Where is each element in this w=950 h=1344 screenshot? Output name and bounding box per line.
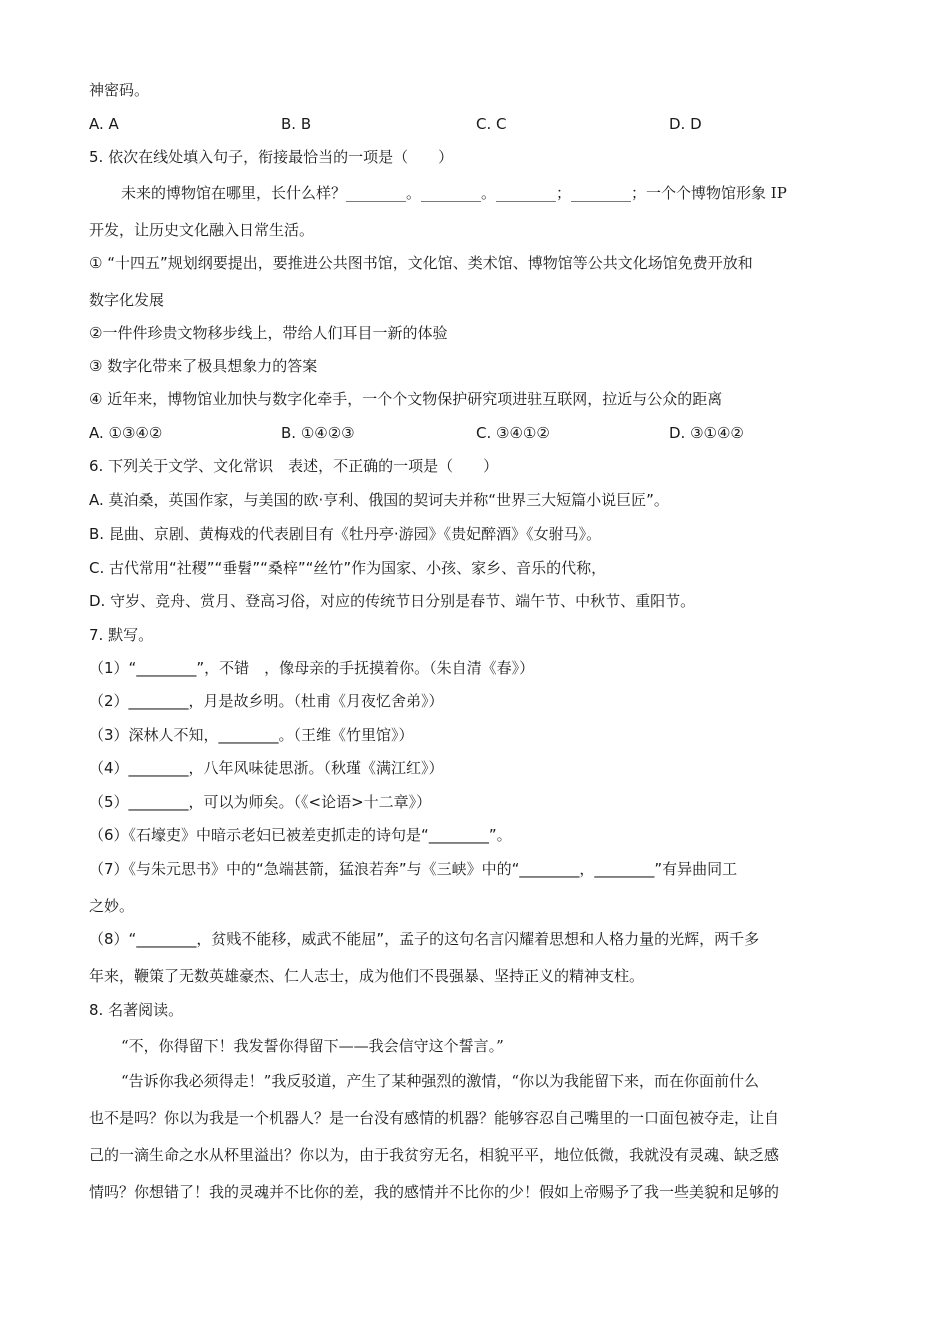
q7-item-6: （6）《石壕吏》中暗示老妇已被差吏抓走的诗句是“________”。 — [89, 826, 512, 844]
q7-item-8-cont: 年来，鞭策了无数英雄豪杰、仁人志士，成为他们不畏强暴、坚持正义的精神支柱。 — [89, 967, 645, 985]
q4-option-d: D. D — [669, 115, 702, 133]
q6-option-a: A. 莫泊桑，英国作家，与美国的欧·亨利、俄国的契诃夫并称“世界三大短篇小说巨匠”。 — [89, 491, 669, 509]
q8-passage-line-4: 己的一滴生命之水从杯里溢出？你以为，由于我贫穷无名，相貌平平，地位低微，我就没有灵魂、缺乏感 — [89, 1146, 780, 1164]
q7-item-8: （8）“________，贫贱不能移，威武不能屈”，孟子的这句名言闪耀着思想和人格力量的光辉，两千多 — [89, 930, 760, 948]
q5-item-1-cont: 数字化发展 — [89, 291, 165, 309]
q7-item-3: （3）深林人不知，________。（王维《竹里馆》） — [89, 726, 414, 744]
q5-option-d: D. ③①④② — [669, 424, 744, 442]
q8-passage-line-1: “不，你得留下！我发誓你得留下——我会信守这个誓言。” — [121, 1037, 504, 1055]
q7-stem: 7. 默写。 — [89, 626, 154, 644]
q8-passage-line-5: 情吗？你想错了！我的灵魂并不比你的差，我的感情并不比你的少！假如上帝赐予了我一些美貌和足够的 — [89, 1183, 780, 1201]
q6-option-b: B. 昆曲、京剧、黄梅戏的代表剧目有《牡丹亭·游园》《贵妃醉酒》《女驸马》。 — [89, 525, 602, 543]
q7-item-5: （5）________，可以为师矣。（《<论语>十二章》） — [89, 793, 432, 811]
q6-stem: 6. 下列关于文学、文化常识 表述，不正确的一项是（ ） — [89, 457, 499, 475]
q6-option-d: D. 守岁、竞舟、赏月、登高习俗，对应的传统节日分别是春节、端午节、中秋节、重阳节。 — [89, 592, 696, 610]
q7-item-1: （1）“________”，不错 ，像母亲的手抚摸着你。（朱自清《春》） — [89, 659, 535, 677]
continued-text-line: 神密码。 — [89, 81, 150, 99]
q7-item-7: （7）《与朱元思书》中的“急端甚箭，猛浪若奔”与《三峡》中的“________，________”有异曲同工 — [89, 860, 738, 878]
q5-item-4: ④ 近年来，博物馆业加快与数字化牵手，一个个文物保护研究项进驻互联网，拉近与公众的距离 — [89, 390, 723, 408]
q5-option-b: B. ①④②③ — [281, 424, 355, 442]
q8-passage-line-3: 也不是吗？你以为我是一个机器人？是一台没有感情的机器？能够容忍自己嘴里的一口面包被夺走，让自 — [89, 1109, 780, 1127]
q8-passage-line-2: “告诉你我必须得走！”我反驳道，产生了某种强烈的激情，“你以为我能留下来，而在你面前什么 — [121, 1072, 760, 1090]
q4-option-a: A. A — [89, 115, 119, 133]
q7-item-7-cont: 之妙。 — [89, 897, 135, 915]
q5-item-2: ②一件件珍贵文物移步线上，带给人们耳目一新的体验 — [89, 324, 448, 342]
q7-item-4: （4）________，八年风味徒思浙。（秋瑾《满江红》） — [89, 759, 444, 777]
q7-item-2: （2）________，月是故乡明。（杜甫《月夜忆舍弟》） — [89, 692, 444, 710]
q5-item-3: ③ 数字化带来了极具想象力的答案 — [89, 357, 318, 375]
q5-passage-line-1: 未来的博物馆在哪里，长什么样？________。________。________；________；一个个博物馆形象 IP — [121, 184, 787, 202]
q8-stem: 8. 名著阅读。 — [89, 1001, 184, 1019]
q4-option-c: C. C — [476, 115, 507, 133]
q5-item-1: ① “十四五”规划纲要提出，要推进公共图书馆，文化馆、类术馆、博物馆等公共文化场馆免费开放和 — [89, 254, 753, 272]
q6-option-c: C. 古代常用“社稷”“垂髫”“桑梓”“丝竹”作为国家、小孩、家乡、音乐的代称， — [89, 559, 607, 577]
q5-passage-line-2: 开发，让历史文化融入日常生活。 — [89, 221, 315, 239]
q4-option-b: B. B — [281, 115, 312, 133]
q5-option-c: C. ③④①② — [476, 424, 550, 442]
q5-stem: 5. 依次在线处填入句子，衔接最恰当的一项是（ ） — [89, 148, 454, 166]
q5-option-a: A. ①③④② — [89, 424, 163, 442]
